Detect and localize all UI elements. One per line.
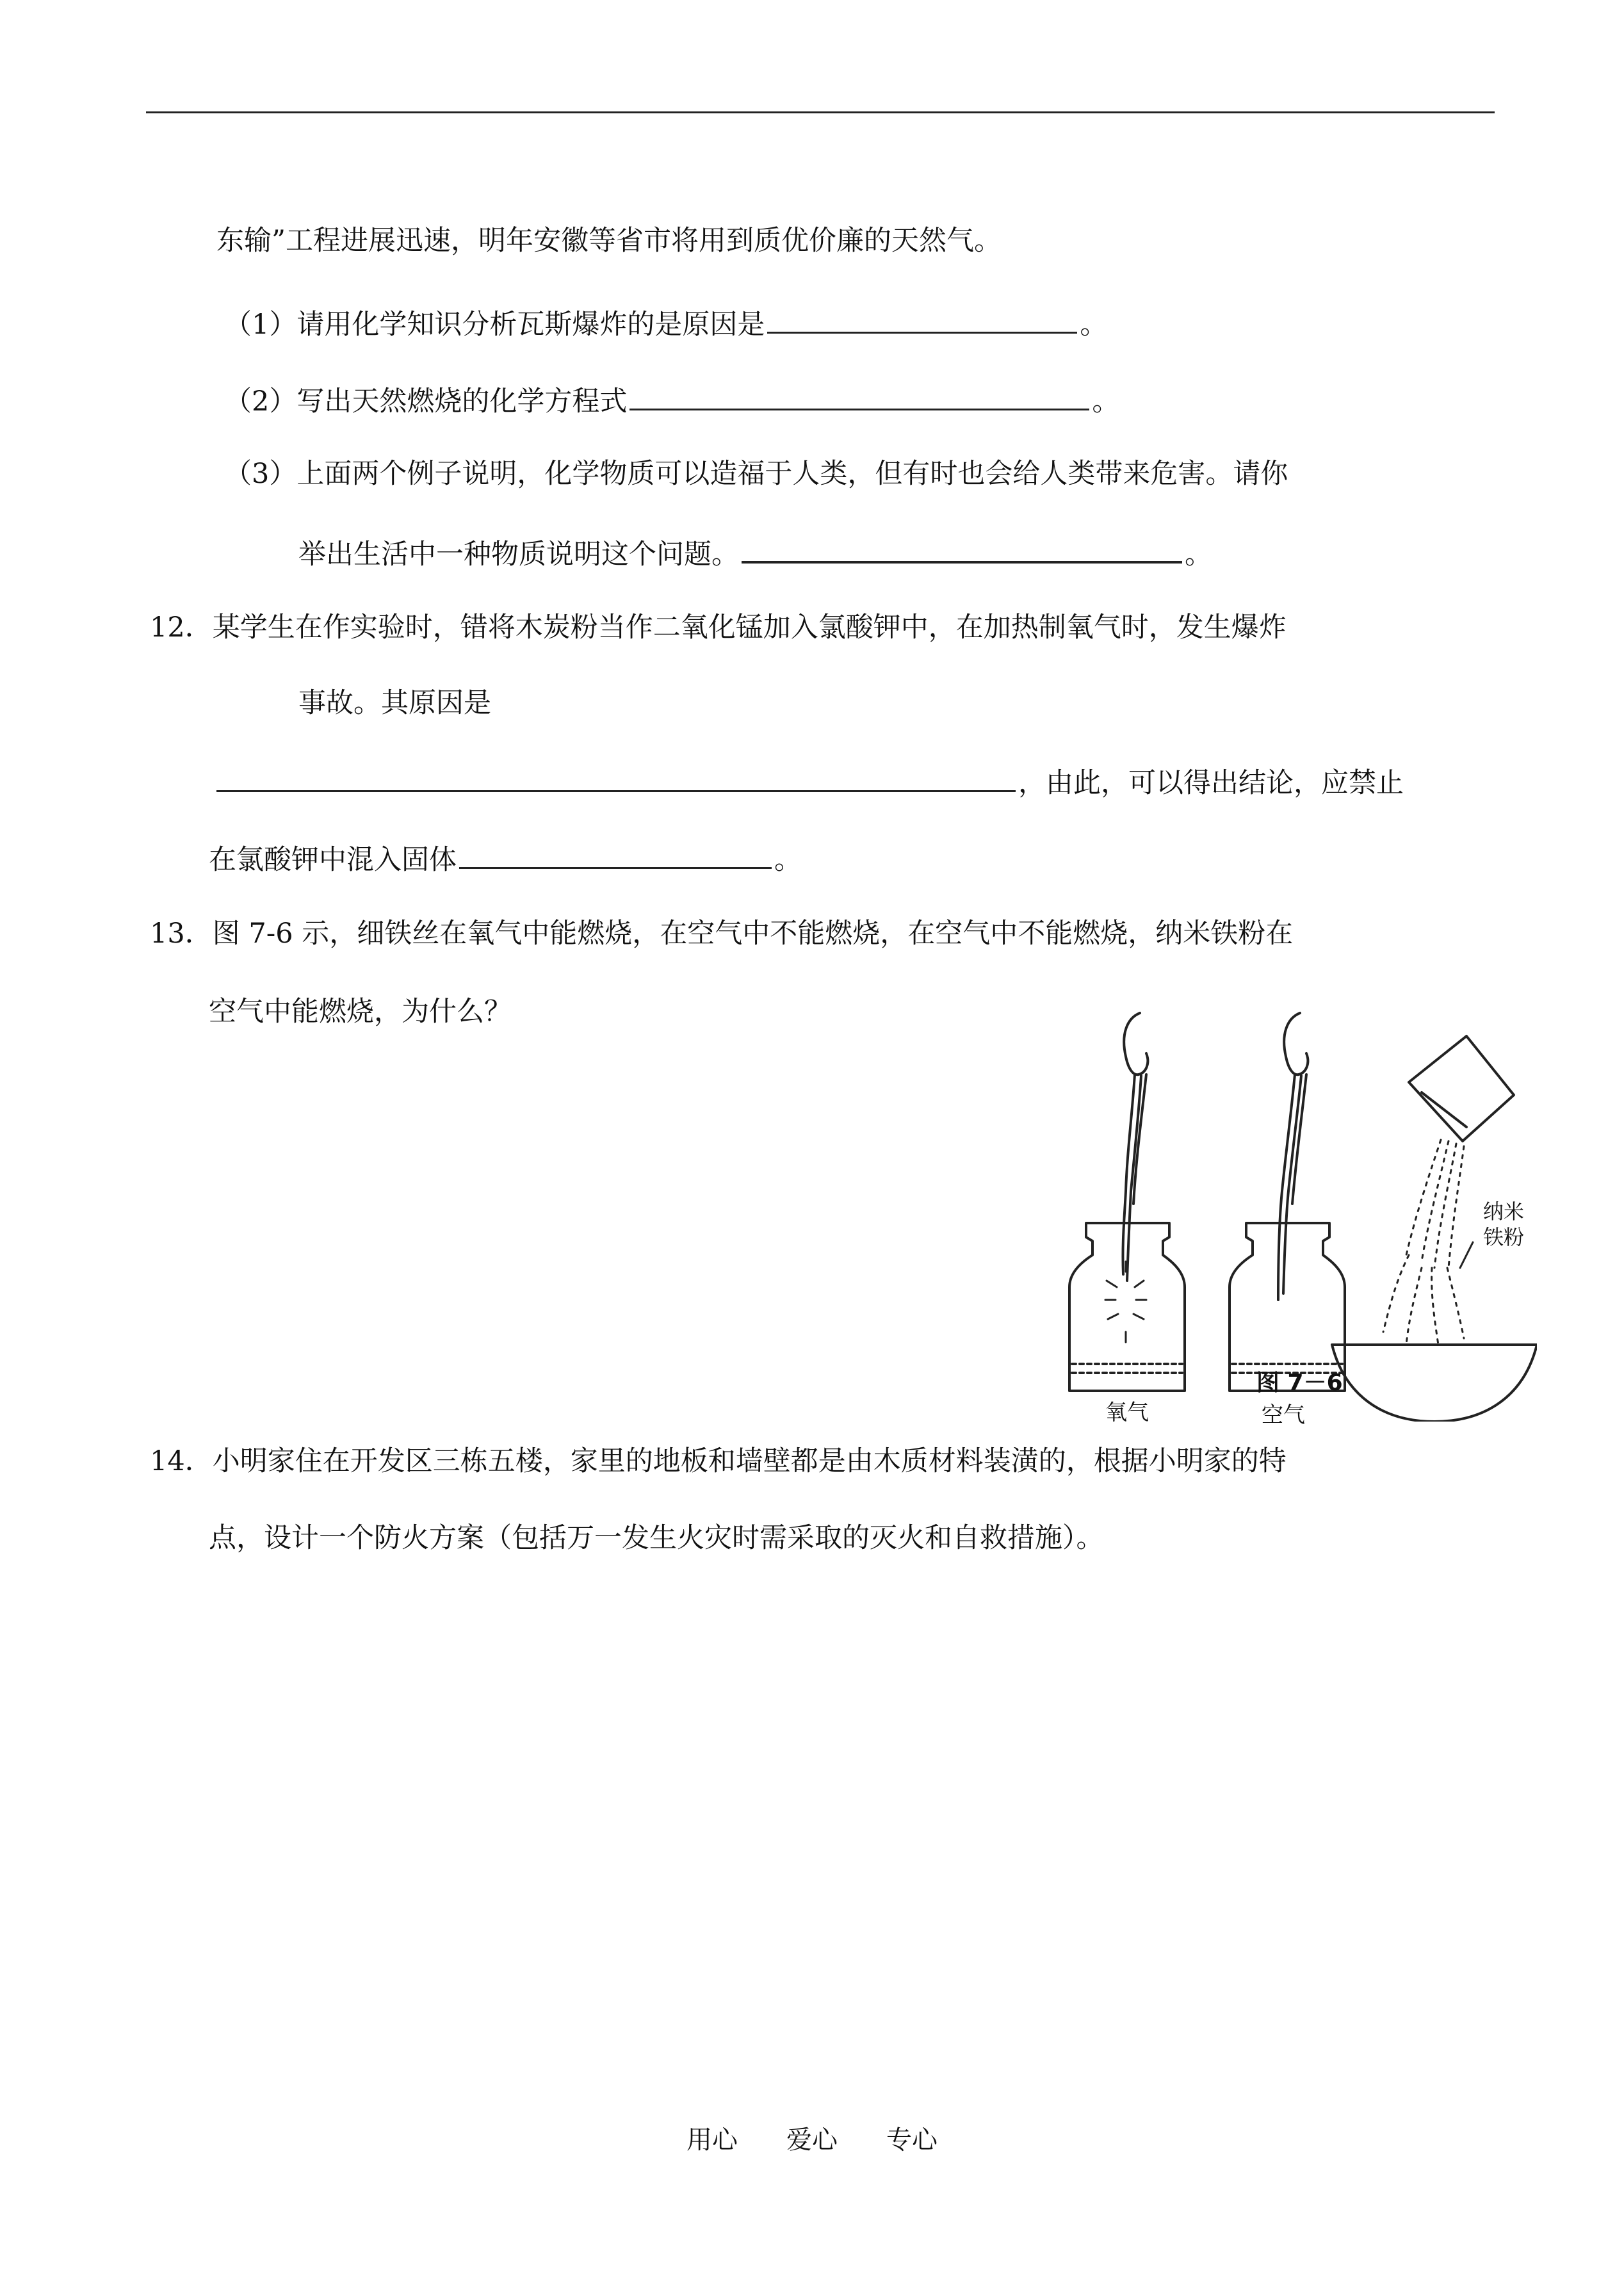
q13-line2: 空气中能燃烧，为什么？ xyxy=(209,996,512,1028)
page-footer xyxy=(0,2123,1624,2157)
air-jar xyxy=(1230,1223,1345,1391)
label-air: 空气 xyxy=(1262,1402,1305,1428)
q11-part1-end: 。 xyxy=(1080,309,1108,341)
q12-line1: 12．某学生在作实验时，错将木炭粉当作二氧化锰加入氯酸钾中，在加热制氧气时，发生爆炸 xyxy=(150,612,1287,644)
footer-a: 用心 xyxy=(686,2125,738,2155)
footer-b: 爱心 xyxy=(786,2125,838,2155)
paper-funnel-icon xyxy=(1409,1036,1514,1141)
q13-line1: 13．图 7-6 示，细铁丝在氧气中能燃烧，在空气中不能燃烧，在空气中不能燃烧，纳米铁粉在 xyxy=(150,918,1294,950)
hand-middle-icon xyxy=(1284,1013,1308,1075)
label-nano-1: 纳米 xyxy=(1483,1199,1525,1224)
q11-part3: （3）上面两个例子说明，化学物质可以造福于人类，但有时也会给人类带来危害。请你 xyxy=(224,458,1288,490)
q12-line3-text: ，由此，可以得出结论，应禁止 xyxy=(1018,767,1404,799)
q14-line2: 点，设计一个防火方案（包括万一发生火灾时需采取的灭火和自救措施）。 xyxy=(209,1522,1104,1554)
q11-part2-text: （2）写出天然燃烧的化学方程式 xyxy=(224,385,628,418)
intro-line: 东输”工程进展迅速，明年安徽等省市将用到质优价廉的天然气。 xyxy=(216,225,1002,257)
q12-end: 。 xyxy=(774,844,802,876)
figure-7-6 xyxy=(1050,999,1537,1428)
q11-part3-end: 。 xyxy=(1185,539,1212,571)
q11-part3-cont-text: 举出生活中一种物质说明这个问题。 xyxy=(298,539,739,571)
q14-line1: 14．小明家住在开发区三栋五楼，家里的地板和墙壁都是由木质材料装潢的，根据小明家的特 xyxy=(150,1445,1287,1477)
figure-drawing xyxy=(1050,999,1537,1422)
q12-line3 xyxy=(216,762,1404,801)
nano-iron-powder xyxy=(1383,1140,1464,1345)
q12-reason-blank[interactable] xyxy=(216,762,1016,792)
label-oxygen: 氧气 xyxy=(1105,1400,1149,1425)
q11-part1-blank[interactable] xyxy=(767,304,1077,334)
q11-part2 xyxy=(224,380,1119,419)
bowl xyxy=(1332,1345,1537,1422)
q12-line4 xyxy=(209,839,802,878)
figure-caption: 图 7－6 xyxy=(1256,1370,1343,1396)
header-rule xyxy=(146,111,1495,113)
q12-line2: 事故。其原因是 xyxy=(298,687,491,719)
q11-part3-cont xyxy=(298,533,1212,572)
q12-line4-text: 在氯酸钾中混入固体 xyxy=(209,844,457,876)
q11-part2-blank[interactable] xyxy=(629,380,1089,410)
spark-icon xyxy=(1105,1261,1146,1342)
q11-part3-blank[interactable] xyxy=(742,533,1182,564)
q11-part2-end: 。 xyxy=(1092,385,1120,418)
footer-c: 专心 xyxy=(886,2125,938,2155)
q11-part1 xyxy=(224,304,1107,343)
q12-solid-blank[interactable] xyxy=(459,839,772,869)
label-nano-2: 铁粉 xyxy=(1483,1225,1525,1249)
hand-left-icon xyxy=(1124,1013,1148,1075)
q11-part1-text: （1）请用化学知识分析瓦斯爆炸的是原因是 xyxy=(224,309,765,341)
